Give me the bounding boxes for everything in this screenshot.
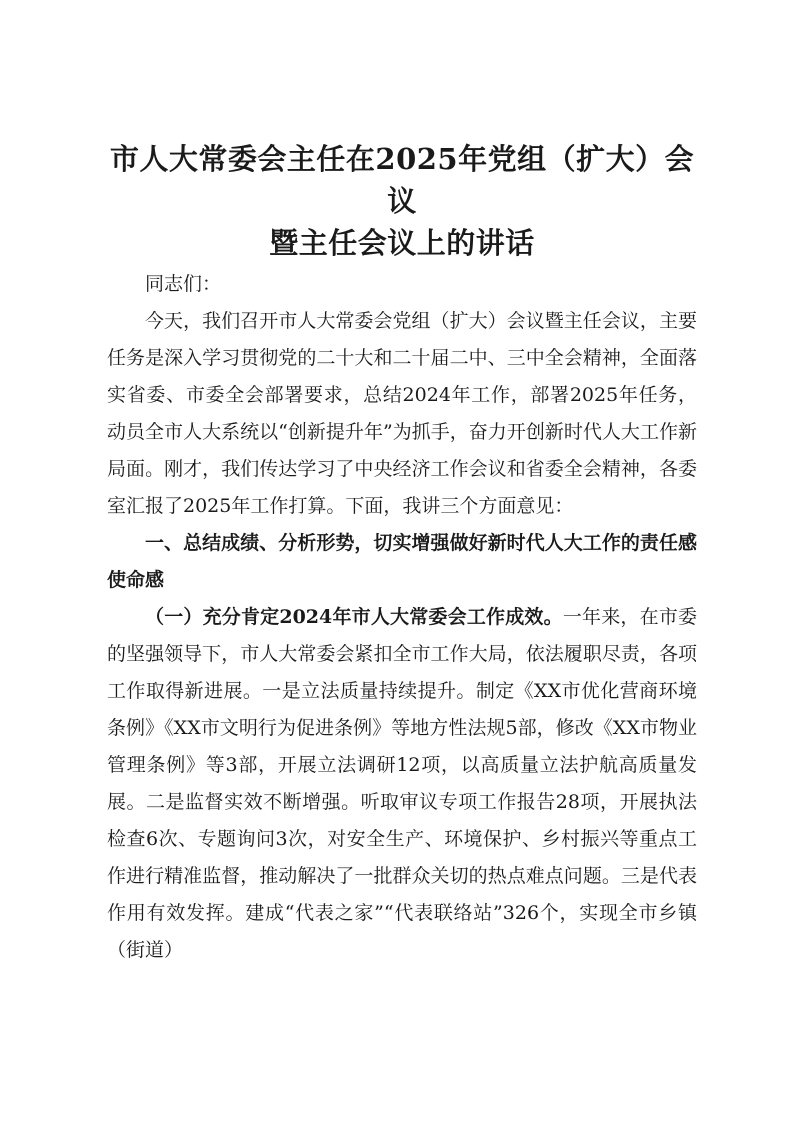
document-page — [107, 138, 697, 969]
paragraph-achievements — [107, 599, 697, 969]
subheading-1: （一）充分肯定2024年市人大常委会工作成效。 — [145, 606, 563, 628]
section-heading-1: 一、总结成绩、分析形势，切实增强做好新时代人大工作的责任感使命感 — [107, 532, 697, 591]
title-line-1: 市人大常委会主任在2025年党组（扩大）会议 — [109, 142, 695, 218]
greeting: 同志们： — [145, 273, 222, 295]
paragraph-achievements-text: 一年来，在市委的坚强领导下，市人大常委会紧扣全市工作大局，依法履职尽责，各项工作取得新进展。一是立法质量持续提升。制定《XX市优化营商环境条例》《XX市文明行为促进条例》等地方性法规5部，修改《XX市物业管理条例》等3部，开展立法调研12项，以高质量立法护航高质量发展。二是监督实效不断增强。听取审议专项工作报告28项，开展执法检查6次、专题询问3次，对安全生产、环境保护、乡村振兴等重点工作进行精准监督，推动解决了一批群众关切的热点难点问题。三是代表作用有效发挥。建成“代表之家”“代表联络站”326个，实现全市乡镇（街道） — [107, 606, 697, 961]
document-title — [107, 138, 697, 264]
title-line-2: 暨主任会议上的讲话 — [269, 226, 535, 260]
paragraph-intro: 今天，我们召开市人大常委会党组（扩大）会议暨主任会议，主要任务是深入学习贯彻党的二十大和二十届二中、三中全会精神，全面落实省委、市委全会部署要求，总结2024年工作，部署2025年任务，动员全市人大系统以“创新提升年”为抓手，奋力开创新时代人大工作新局面。刚才，我们传达学习了中央经济工作会议和省委全会精神，各委室汇报了2025年工作打算。下面，我讲三个方面意见： — [107, 310, 697, 517]
